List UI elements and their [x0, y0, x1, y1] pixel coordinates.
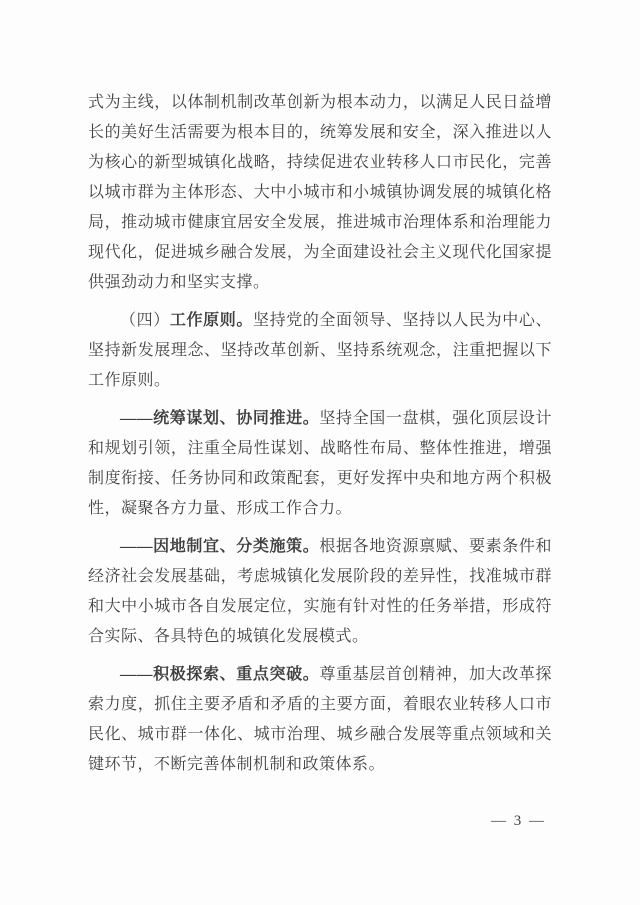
body-text: 性，凝聚各方力量、形成工作合力。 — [88, 500, 353, 517]
text-line — [88, 622, 552, 652]
body-text: 以城市群为主体形态、大中小城市和小城镇协调发展的城镇化格 — [88, 184, 552, 201]
body-text: 坚持全国一盘棋，强化顶层设计 — [319, 410, 552, 427]
body-text: 键环节，不断完善体制机制和政策体系。 — [88, 756, 386, 773]
body-text: 和大中小城市各自发展定位，实施有针对性的任务举措，形成符 — [88, 598, 552, 615]
body-text: 长的美好生活需要为根本目的，统筹发展和安全，深入推进以人 — [88, 124, 552, 141]
text-line — [88, 434, 552, 464]
text-line — [88, 148, 552, 178]
text-line — [88, 750, 552, 780]
body-text: 和规划引领，注重全局性谋划、战略性布局、整体性推进，增强 — [88, 440, 552, 457]
body-text: 局，推动城市健康宜居安全发展，推进城市治理体系和治理能力 — [88, 214, 552, 231]
text-line — [88, 592, 552, 622]
text-line — [88, 336, 552, 366]
body-text: 民化、城市群一体化、城市治理、城乡融合发展等重点领域和关 — [88, 726, 552, 743]
body-text: 坚持新发展理念、坚持改革创新、坚持系统观念，注重把握以下 — [88, 342, 552, 359]
paragraphs — [88, 88, 552, 780]
paragraph — [88, 306, 552, 396]
text-line — [88, 306, 552, 336]
body-text: 坚持党的全面领导、坚持以人民为中心、 — [252, 312, 552, 329]
page-number: — 3 — — [491, 813, 546, 829]
text-line — [88, 532, 552, 562]
body-text: 索力度，抓住主要矛盾和矛盾的主要方面，着眼农业转移人口市 — [88, 696, 552, 713]
text-line — [88, 404, 552, 434]
text-line — [88, 494, 552, 524]
body-text: （四） — [120, 312, 170, 329]
body-text: 合实际、各具特色的城镇化发展模式。 — [88, 628, 369, 645]
text-line — [88, 562, 552, 592]
paragraph — [88, 88, 552, 298]
body-text: 供强劲动力和坚实支撑。 — [88, 274, 270, 291]
text-line — [88, 118, 552, 148]
body-text: 尊重基层首创精神，加大改革探 — [319, 666, 552, 683]
text-line — [88, 238, 552, 268]
bold-heading-text: ——统筹谋划、协同推进。 — [120, 410, 320, 427]
paragraph — [88, 532, 552, 652]
body-text: 根据各地资源禀赋、要素条件和 — [319, 538, 552, 555]
body-text: 现代化，促进城乡融合发展，为全面建设社会主义现代化国家提 — [88, 244, 552, 261]
body-text: 制度衔接、任务协同和政策配套，更好发挥中央和地方两个积极 — [88, 470, 552, 487]
bold-heading-text: 工作原则。 — [169, 312, 253, 329]
bold-heading-text: ——因地制宜、分类施策。 — [120, 538, 320, 555]
text-line — [88, 88, 552, 118]
text-line — [88, 178, 552, 208]
body-text: 为核心的新型城镇化战略，持续促进农业转移人口市民化，完善 — [88, 154, 552, 171]
paragraph — [88, 660, 552, 780]
body-text: 工作原则。 — [88, 372, 171, 389]
text-line — [88, 208, 552, 238]
text-line — [88, 464, 552, 494]
text-line — [88, 366, 552, 396]
bold-heading-text: ——积极探索、重点突破。 — [120, 666, 320, 683]
paragraph — [88, 404, 552, 524]
text-line — [88, 268, 552, 298]
body-text: 经济社会发展基础，考虑城镇化发展阶段的差异性，找准城市群 — [88, 568, 552, 585]
body-text: 式为主线，以体制机制改革创新为根本动力，以满足人民日益增 — [88, 94, 552, 111]
text-line — [88, 660, 552, 690]
text-line — [88, 690, 552, 720]
text-line — [88, 720, 552, 750]
